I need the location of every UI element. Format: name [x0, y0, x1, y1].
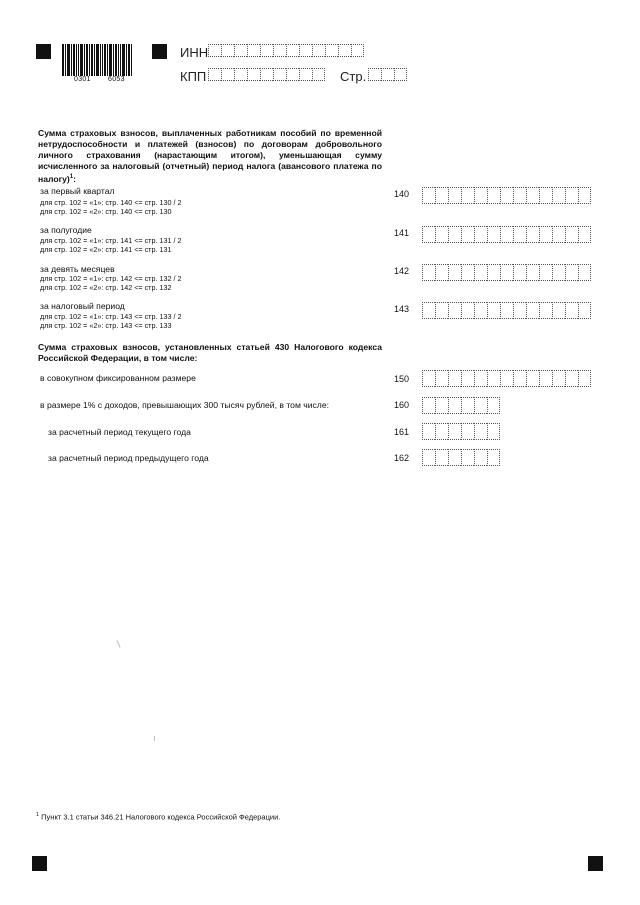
registration-marker-bottom-right: [588, 856, 603, 871]
row-143-formula-2: для стр. 102 = «2»: стр. 143 <= стр. 133: [40, 321, 172, 330]
row-150-code: 150: [394, 374, 410, 384]
barcode-digits-left: 0301: [74, 76, 91, 83]
row-161-field[interactable]: [422, 423, 500, 437]
registration-marker-top-middle: [152, 44, 167, 59]
barcode-image: [62, 44, 132, 76]
inn-label: ИНН: [180, 45, 209, 60]
registration-marker-top-left: [36, 44, 51, 59]
page-number-field[interactable]: [368, 68, 407, 82]
row-141-formula-2: для стр. 102 = «2»: стр. 141 <= стр. 131: [40, 245, 172, 254]
row-162-title: за расчетный период предыдущего года: [48, 453, 209, 463]
row-150-title: в совокупном фиксированном размере: [40, 373, 196, 383]
row-143-title: за налоговый период: [40, 301, 125, 311]
row-142-formula-1: для стр. 102 = «1»: стр. 142 <= стр. 132 / 2: [40, 274, 182, 283]
row-140-code: 140: [394, 189, 410, 199]
scan-speck: [154, 736, 155, 741]
footnote-text: Пункт 3.1 статьи 346.21 Налогового кодекса Российской Федерации.: [41, 812, 281, 822]
row-140-field[interactable]: [422, 187, 591, 201]
row-142-code: 142: [394, 266, 410, 276]
row-160-code: 160: [394, 400, 410, 410]
row-140-formula-1: для стр. 102 = «1»: стр. 140 <= стр. 130 / 2: [40, 198, 182, 207]
kpp-field[interactable]: [208, 68, 325, 82]
row-141-title: за полугодие: [40, 225, 92, 235]
row-142-formula-2: для стр. 102 = «2»: стр. 142 <= стр. 132: [40, 283, 172, 292]
row-160-title: в размере 1% с доходов, превышающих 300 тысяч рублей, в том числе:: [40, 400, 329, 410]
row-141-code: 141: [394, 228, 410, 238]
barcode-digits-right: 6053: [108, 76, 125, 83]
row-160-field[interactable]: [422, 397, 500, 411]
registration-marker-bottom-left: [32, 856, 47, 871]
row-142-title: за девять месяцев: [40, 264, 115, 274]
kpp-label: КПП: [180, 69, 207, 84]
row-142-field[interactable]: [422, 264, 591, 278]
row-143-formula-1: для стр. 102 = «1»: стр. 143 <= стр. 133 / 2: [40, 312, 182, 321]
footnote-mark: 1: [36, 812, 40, 818]
row-150-field[interactable]: [422, 370, 591, 384]
row-140-formula-2: для стр. 102 = «2»: стр. 140 <= стр. 130: [40, 207, 172, 216]
row-143-code: 143: [394, 304, 410, 314]
row-141-formula-1: для стр. 102 = «1»: стр. 141 <= стр. 131 / 2: [40, 236, 182, 245]
section1-heading: Сумма страховых взносов, выплаченных работникам пособий по временной нетрудоспособности и платежей (взносов) по договорам добровольного личного страхования (нарастающим итогом), уменьшающая сумму исчисленного за налоговый (отчетный) период налога (авансового платежа по налогу)$^1$:: [38, 128, 382, 184]
inn-field[interactable]: [208, 44, 364, 58]
row-140-title: за первый квартал: [40, 186, 115, 196]
section1-heading-text: Сумма страховых взносов, выплаченных работникам пособий по временной нетрудоспособности и платежей (взносов) по договорам добровольного личного страхования (нарастающим итогом), уменьшающая сумму исчисленного за налоговый (отчетный) период налога (авансового платежа по налогу): [38, 128, 382, 184]
page-number-label: Стр.: [340, 69, 367, 84]
row-161-code: 161: [394, 427, 410, 437]
section1-footnote-mark: 1: [69, 174, 74, 180]
section2-heading: Сумма страховых взносов, установленных статьей 430 Налогового кодекса Российской Федерации, в том числе:: [38, 342, 382, 363]
row-162-field[interactable]: [422, 449, 500, 463]
row-162-code: 162: [394, 453, 410, 463]
row-161-title: за расчетный период текущего года: [48, 427, 191, 437]
footnote: [36, 812, 280, 822]
row-141-field[interactable]: [422, 226, 591, 240]
row-143-field[interactable]: [422, 302, 591, 316]
scan-speck: [116, 640, 120, 648]
